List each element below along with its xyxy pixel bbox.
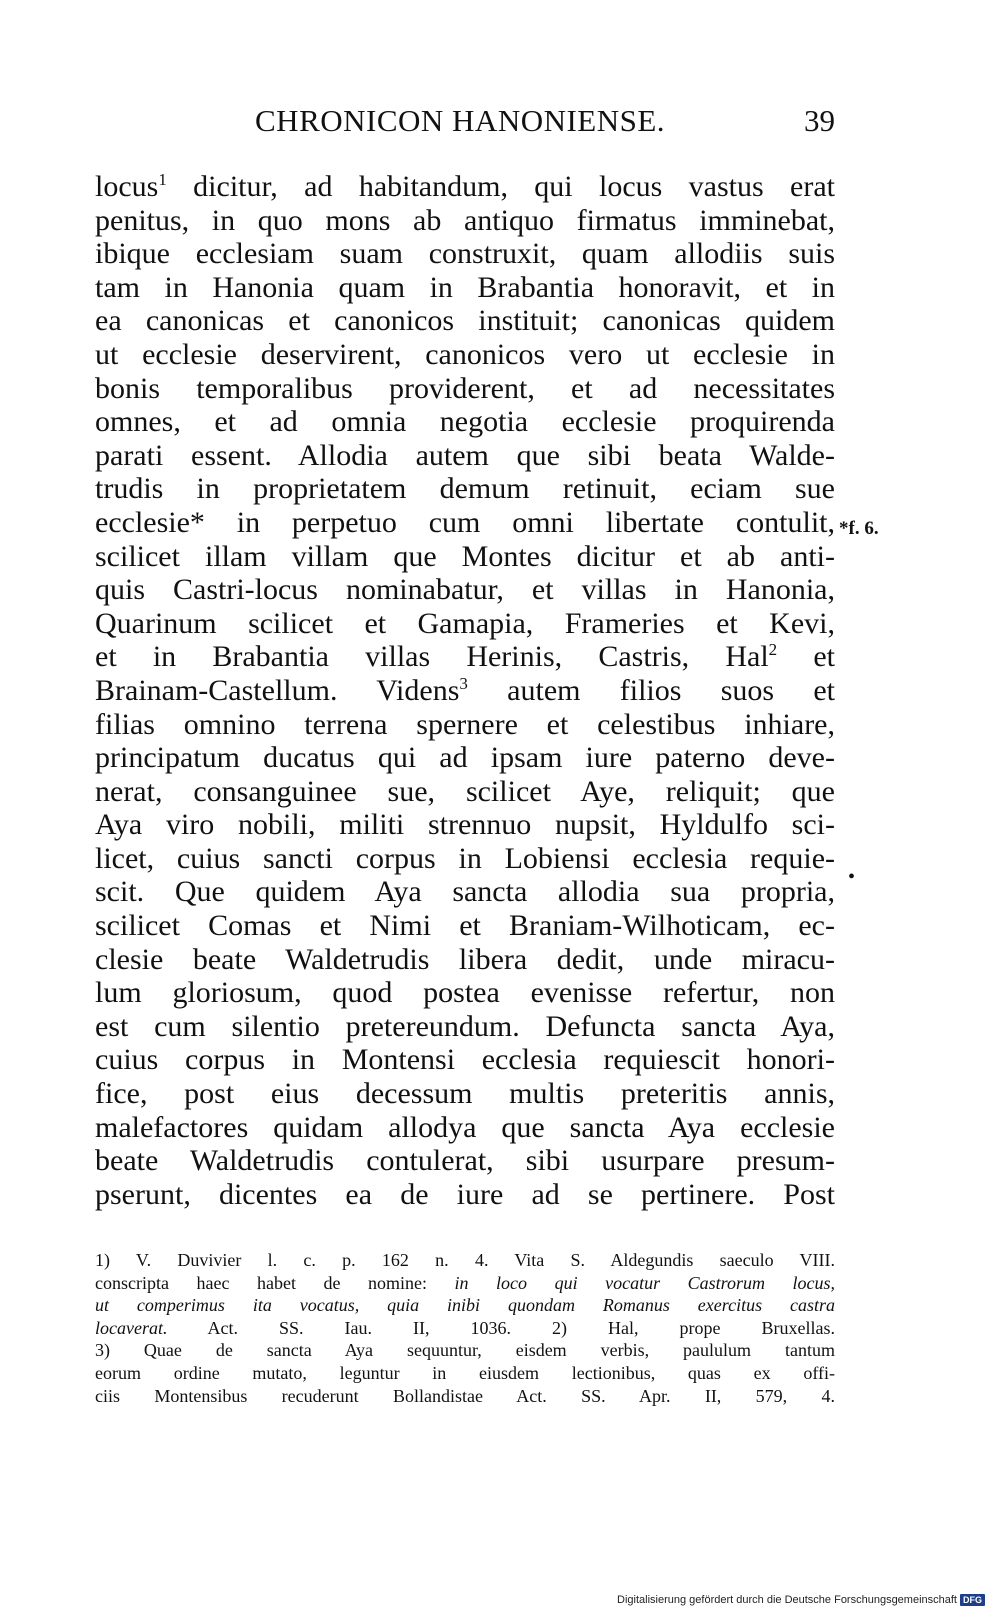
body-text bbox=[95, 170, 835, 1211]
text-segment: pserunt, dicentes ea de iure ad se pertinere. Post bbox=[95, 1177, 835, 1211]
text-segment: ut ecclesie deservirent, canonicos vero ut ecclesie in bbox=[95, 337, 835, 371]
text-line bbox=[95, 808, 835, 842]
text-segment: quis Castri-locus nominabatur, et villas in Hanonia, bbox=[95, 573, 835, 607]
text-segment: bonis temporalibus providerent, et ad necessitates bbox=[95, 371, 835, 405]
text-segment: penitus, in quo mons ab antiquo firmatus imminebat, bbox=[95, 203, 835, 237]
text-segment: principatum ducatus qui ad ipsam iure paterno deve- bbox=[95, 741, 835, 775]
text-segment: Aya viro nobili, militi strennuo nupsit, Hyldulfo sci- bbox=[95, 808, 835, 842]
footnote-line bbox=[95, 1385, 835, 1408]
text-line bbox=[95, 506, 835, 540]
text-line bbox=[95, 607, 835, 641]
text-line bbox=[95, 304, 835, 338]
text-segment: beate Waldetrudis contulerat, sibi usurpare presum- bbox=[95, 1144, 835, 1178]
text-line bbox=[95, 741, 835, 775]
footnote-segment: ciis Montensibus recuderunt Bollandistae Act. SS. Apr. II, 579, 4. bbox=[95, 1385, 835, 1406]
footnote-segment: ut comperimus ita vocatus, quia inibi quondam Romanus exercitus castra bbox=[95, 1295, 835, 1316]
text-line bbox=[95, 540, 835, 574]
text-line bbox=[95, 439, 835, 473]
text-line bbox=[95, 909, 835, 943]
text-line bbox=[95, 472, 835, 506]
footnote-segment: conscripta haec habet de nomine: bbox=[95, 1272, 455, 1293]
dfg-logo: DFG bbox=[960, 1594, 985, 1606]
footnote-line bbox=[95, 1272, 835, 1295]
text-segment: dicitur, ad habitandum, qui locus vastus erat bbox=[166, 170, 835, 203]
footnote-line bbox=[95, 1362, 835, 1385]
footnote-marker: 2 bbox=[768, 640, 778, 660]
footnote-marker: 1 bbox=[158, 170, 167, 189]
text-segment: locus bbox=[95, 170, 159, 203]
text-line bbox=[95, 640, 835, 674]
text-line bbox=[95, 573, 835, 607]
text-segment: cuius corpus in Montensi ecclesia requiescit honori- bbox=[95, 1043, 835, 1077]
text-line bbox=[95, 842, 835, 876]
text-segment: tam in Hanonia quam in Brabantia honoravit, et in bbox=[95, 270, 835, 304]
text-line bbox=[95, 237, 835, 271]
text-segment: scilicet Comas et Nimi et Braniam-Wilhoticam, ec- bbox=[95, 909, 835, 943]
footnote-line bbox=[95, 1339, 835, 1362]
text-segment: fice, post eius decessum multis preteritis annis, bbox=[95, 1077, 835, 1111]
text-segment: licet, cuius sancti corpus in Lobiensi ecclesia requie- bbox=[95, 841, 835, 875]
text-line bbox=[95, 1144, 835, 1178]
text-segment: ecclesie* in perpetuo cum omni libertate contulit, bbox=[95, 505, 835, 539]
text-segment: filias omnino terrena spernere et celestibus inhiare, bbox=[95, 707, 835, 741]
text-line bbox=[95, 338, 835, 372]
footnotes bbox=[95, 1249, 835, 1407]
text-line bbox=[95, 943, 835, 977]
text-segment: est cum silentio pretereundum. Defuncta sancta Aya, bbox=[95, 1009, 835, 1043]
text-segment: nerat, consanguinee sue, scilicet Aye, reliquit; que bbox=[95, 774, 835, 808]
text-line bbox=[95, 1077, 835, 1111]
text-line bbox=[95, 674, 835, 708]
margin-dot: • bbox=[848, 866, 856, 888]
footnote-segment: in loco qui vocatur Castrorum locus, bbox=[454, 1272, 835, 1293]
footnote-line bbox=[95, 1317, 835, 1340]
credit-text: Digitalisierung gefördert durch die Deutsche Forschungsgemeinschaft bbox=[617, 1594, 957, 1606]
text-segment: et bbox=[777, 640, 836, 674]
text-line bbox=[95, 1043, 835, 1077]
text-line bbox=[95, 405, 835, 439]
text-segment: clesie beate Waldetrudis libera dedit, unde miracu- bbox=[95, 942, 835, 976]
text-segment: omnes, et ad omnia negotia ecclesie proquirenda bbox=[95, 405, 835, 439]
footnote-marker: 3 bbox=[459, 673, 468, 693]
footnote-segment: 1) V. Duvivier l. c. p. 162 n. 4. Vita S. Aldegundis saeculo VIII. bbox=[95, 1250, 835, 1270]
footnote-line bbox=[95, 1294, 835, 1317]
text-line bbox=[95, 372, 835, 406]
text-segment: trudis in proprietatem demum retinuit, eciam sue bbox=[95, 472, 835, 506]
footnote-line bbox=[95, 1249, 835, 1272]
text-line bbox=[95, 204, 835, 238]
text-line bbox=[95, 976, 835, 1010]
digitization-credit bbox=[617, 1594, 985, 1606]
page-number: 39 bbox=[804, 103, 835, 138]
text-segment: Brainam-Castellum. Videns bbox=[95, 673, 460, 707]
running-title: CHRONICON HANONIENSE. bbox=[255, 103, 666, 138]
text-line bbox=[95, 170, 835, 204]
footnote-segment: locaverat. bbox=[95, 1317, 168, 1338]
text-segment: lum gloriosum, quod postea evenisse refertur, non bbox=[95, 976, 835, 1010]
margin-folio-note: *f. 6. bbox=[839, 518, 879, 539]
text-segment: scit. Que quidem Aya sancta allodia sua propria, bbox=[95, 875, 835, 909]
text-segment: et in Brabantia villas Herinis, Castris, Hal bbox=[95, 640, 769, 674]
text-segment: ea canonicas et canonicos instituit; canonicas quidem bbox=[95, 304, 835, 338]
footnote-segment: 3) Quae de sancta Aya sequuntur, eisdem verbis, paululum tantum bbox=[95, 1340, 835, 1361]
text-segment: parati essent. Allodia autem que sibi beata Walde- bbox=[95, 438, 835, 472]
footnote-segment: eorum ordine mutato, leguntur in eiusdem lectionibus, quas ex offi- bbox=[95, 1362, 835, 1383]
text-line bbox=[95, 1111, 835, 1145]
text-line bbox=[95, 1178, 835, 1212]
text-line bbox=[95, 775, 835, 809]
text-segment: scilicet illam villam que Montes dicitur et ab anti- bbox=[95, 539, 835, 573]
text-segment: Quarinum scilicet et Gamapia, Frameries et Kevi, bbox=[95, 606, 835, 640]
text-segment: ibique ecclesiam suam construxit, quam allodiis suis bbox=[95, 237, 835, 271]
text-segment: malefactores quidam allodya que sancta Aya ecclesie bbox=[95, 1110, 835, 1144]
running-head bbox=[95, 103, 835, 143]
text-segment: autem filios suos et bbox=[467, 673, 835, 707]
text-line bbox=[95, 1010, 835, 1044]
text-line bbox=[95, 875, 835, 909]
text-line bbox=[95, 271, 835, 305]
footnote-segment: Act. SS. Iau. II, 1036. 2) Hal, prope Bruxellas. bbox=[167, 1317, 835, 1338]
text-line bbox=[95, 708, 835, 742]
